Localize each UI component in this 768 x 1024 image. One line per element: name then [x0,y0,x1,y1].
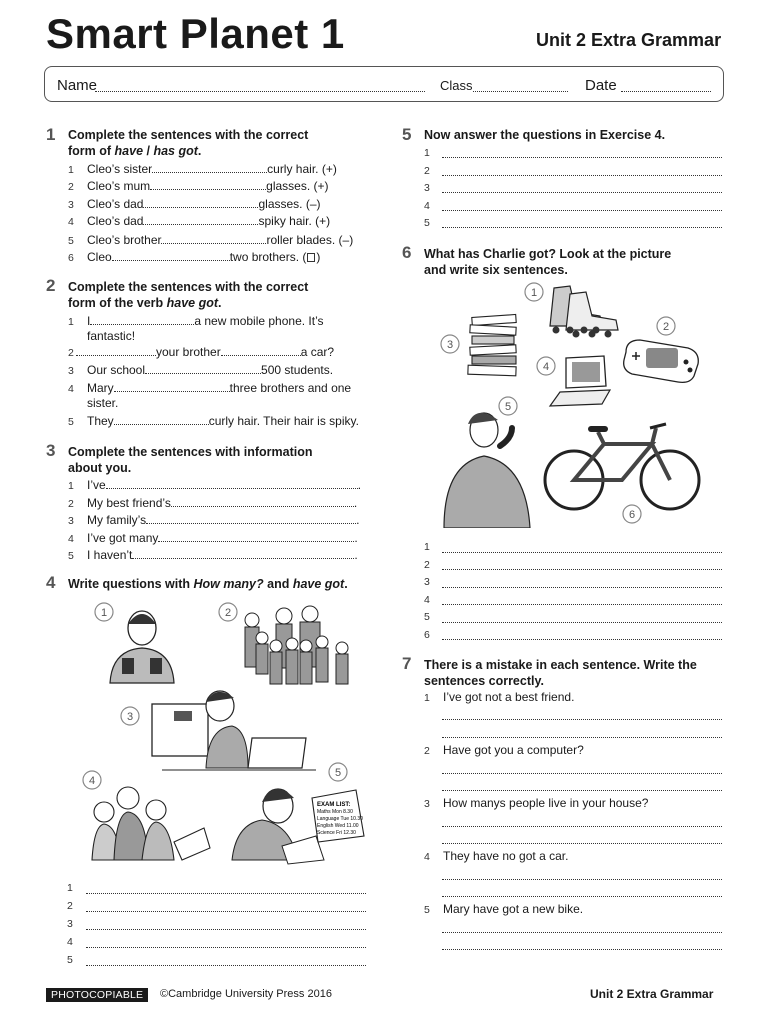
svg-text:3: 3 [126,711,134,723]
list-item: 5 Mary have got a new bike. [424,902,584,916]
list-item: 1 I’ve . [68,478,362,492]
answer-line[interactable] [442,569,722,570]
answer-line[interactable] [442,622,722,623]
laptop-picture [537,356,610,406]
answer-line[interactable] [442,192,722,193]
exercise-6-illustration [430,280,722,528]
answer-blank[interactable] [114,382,230,392]
friends-picture [83,771,210,860]
answer-line[interactable] [442,719,722,720]
answer-line[interactable] [86,929,366,930]
answer-blank[interactable] [112,251,230,261]
name-label: Name [57,77,98,94]
answer-blank[interactable] [106,479,358,489]
charlie-picture [444,397,530,528]
answer-line[interactable] [442,843,722,844]
answer-line[interactable] [442,949,722,950]
bicycle-picture [545,424,699,523]
roller-blades-picture [525,283,618,338]
list-item: 6 Cleo two brothers. ( ) [68,250,321,264]
answer-line[interactable] [442,175,722,176]
list-item: 4 Mary three brothers and one [68,381,352,395]
exercise-3-heading: Complete the sentences with information about you. [68,445,313,475]
list-item: 2 Cleo’s mum glasses. (+) [68,179,329,193]
answer-line[interactable] [442,604,722,605]
class-field[interactable] [473,91,568,92]
list-item: 1 Cleo’s sister curly hair. (+) [68,162,337,176]
exercise-7-number: 7 [402,654,412,673]
exercise-6-number: 6 [402,243,412,262]
list-item-cont: sister. [87,396,119,410]
date-field[interactable] [621,91,711,92]
list-item: 4 They have no got a car. [424,849,569,863]
boy-with-computers-picture [121,691,316,770]
answer-blank[interactable] [161,234,266,244]
exercise-1-heading: Complete the sentences with the correct form of have / has got. [68,128,309,158]
list-item: 3 How manys people live in your house? [424,796,649,810]
exercise-2-heading: Complete the sentences with the correct form of the verb have got. [68,280,309,310]
exercise-4-illustration [66,598,366,868]
exercise-6-heading: What has Charlie got? Look at the picture and write six sentences. [424,247,672,277]
exercise-3-number: 3 [46,441,56,460]
svg-text:English Wed 11.00: English Wed 11.00 [317,823,359,829]
svg-text:2: 2 [662,321,670,333]
exercise-5-number: 5 [402,125,412,144]
exercise-4-number: 4 [46,573,56,592]
answer-line[interactable] [442,773,722,774]
answer-line[interactable] [86,911,366,912]
exercise-5-heading: Now answer the questions in Exercise 4. [424,128,666,142]
answer-blank[interactable] [143,215,258,225]
list-item: 4 I’ve got many . [68,531,358,545]
svg-text:5: 5 [504,401,512,413]
answer-line[interactable] [86,893,366,894]
svg-text:5: 5 [334,767,342,779]
list-item: 4 Cleo’s dad spiky hair. (+) [68,214,331,228]
exercise-4-heading: Write questions with How many? and have got. [68,577,348,591]
list-item: 1 I’ve got not a best friend. [424,690,575,704]
exercise-7-heading: There is a mistake in each sentence. Write the sentences correctly. [424,658,697,688]
answer-blank[interactable] [146,514,356,524]
page-title: Smart Planet 1 [46,10,345,57]
answer-line[interactable] [442,157,722,158]
list-item: 5 I haven’t . [68,548,358,562]
answer-blank[interactable] [152,163,267,173]
svg-text:1: 1 [530,287,538,299]
answer-line[interactable] [442,826,722,827]
svg-text:4: 4 [542,361,550,373]
list-item: 5 Cleo’s brother roller blades. (–) [68,233,354,247]
answer-blank[interactable] [143,198,258,208]
answer-blank[interactable] [114,415,209,425]
answer-line[interactable] [442,227,722,228]
answer-line[interactable] [442,932,722,933]
list-item-cont: fantastic! [87,329,136,343]
exercise-1-number: 1 [46,125,56,144]
answer-blank[interactable] [221,346,301,356]
list-item: 3 Our school 500 students. [68,363,334,377]
answer-line[interactable] [442,210,722,211]
list-item: 2 Have got you a computer? [424,743,584,757]
answer-blank[interactable] [150,180,266,190]
svg-text:2: 2 [224,607,232,619]
student-with-exam-list-picture [232,763,364,864]
exercise-2-number: 2 [46,276,56,295]
minus-box-icon [307,253,315,262]
svg-text:1: 1 [100,607,108,619]
list-item: 2 your brother a car? [68,345,335,359]
unit-title: Unit 2 Extra Grammar [536,30,722,50]
game-console-picture [624,317,699,382]
answer-blank[interactable] [158,532,354,542]
photocopiable-badge: PHOTOCOPIABLE [46,988,148,1002]
svg-text:EXAM LIST:: EXAM LIST: [317,802,351,808]
svg-text:3: 3 [446,339,454,351]
answer-line[interactable] [442,737,722,738]
answer-line[interactable] [86,965,366,966]
date-label: Date [585,77,617,94]
answer-line[interactable] [442,790,722,791]
svg-text:Science Fri 12.30: Science Fri 12.30 [317,830,356,836]
answer-line[interactable] [442,896,722,897]
answer-line[interactable] [442,552,722,553]
exam-list-note [312,790,364,842]
answer-line[interactable] [442,639,722,640]
list-item: 2 My best friend’s . [68,496,358,510]
answer-blank[interactable] [90,315,194,325]
family-picture [219,603,348,684]
answer-blank[interactable] [132,549,354,559]
answer-line[interactable] [442,879,722,880]
answer-blank[interactable] [145,364,261,374]
name-field[interactable] [95,91,425,92]
list-item: 1 I a new mobile phone. It’s [68,314,324,328]
svg-text:Language Tue 10.30: Language Tue 10.30 [317,816,363,822]
books-picture [441,314,516,375]
answer-blank[interactable] [171,497,354,507]
svg-text:Maths Mon 8.30: Maths Mon 8.30 [317,809,353,815]
answer-blank[interactable] [76,346,156,356]
svg-text:6: 6 [628,509,636,521]
answer-line[interactable] [442,587,722,588]
footer-unit-title: Unit 2 Extra Grammar [590,987,714,1001]
list-item: 3 My family’s . [68,513,360,527]
class-label: Class [440,78,473,93]
list-item: 5 They curly hair. Their hair is spiky. [68,414,359,428]
list-item: 3 Cleo’s dad glasses. (–) [68,197,321,211]
man-with-phones-picture [95,603,174,683]
copyright-text: ©Cambridge University Press 2016 [160,988,332,1000]
svg-text:4: 4 [88,775,96,787]
answer-line[interactable] [86,947,366,948]
name-box [44,66,724,102]
